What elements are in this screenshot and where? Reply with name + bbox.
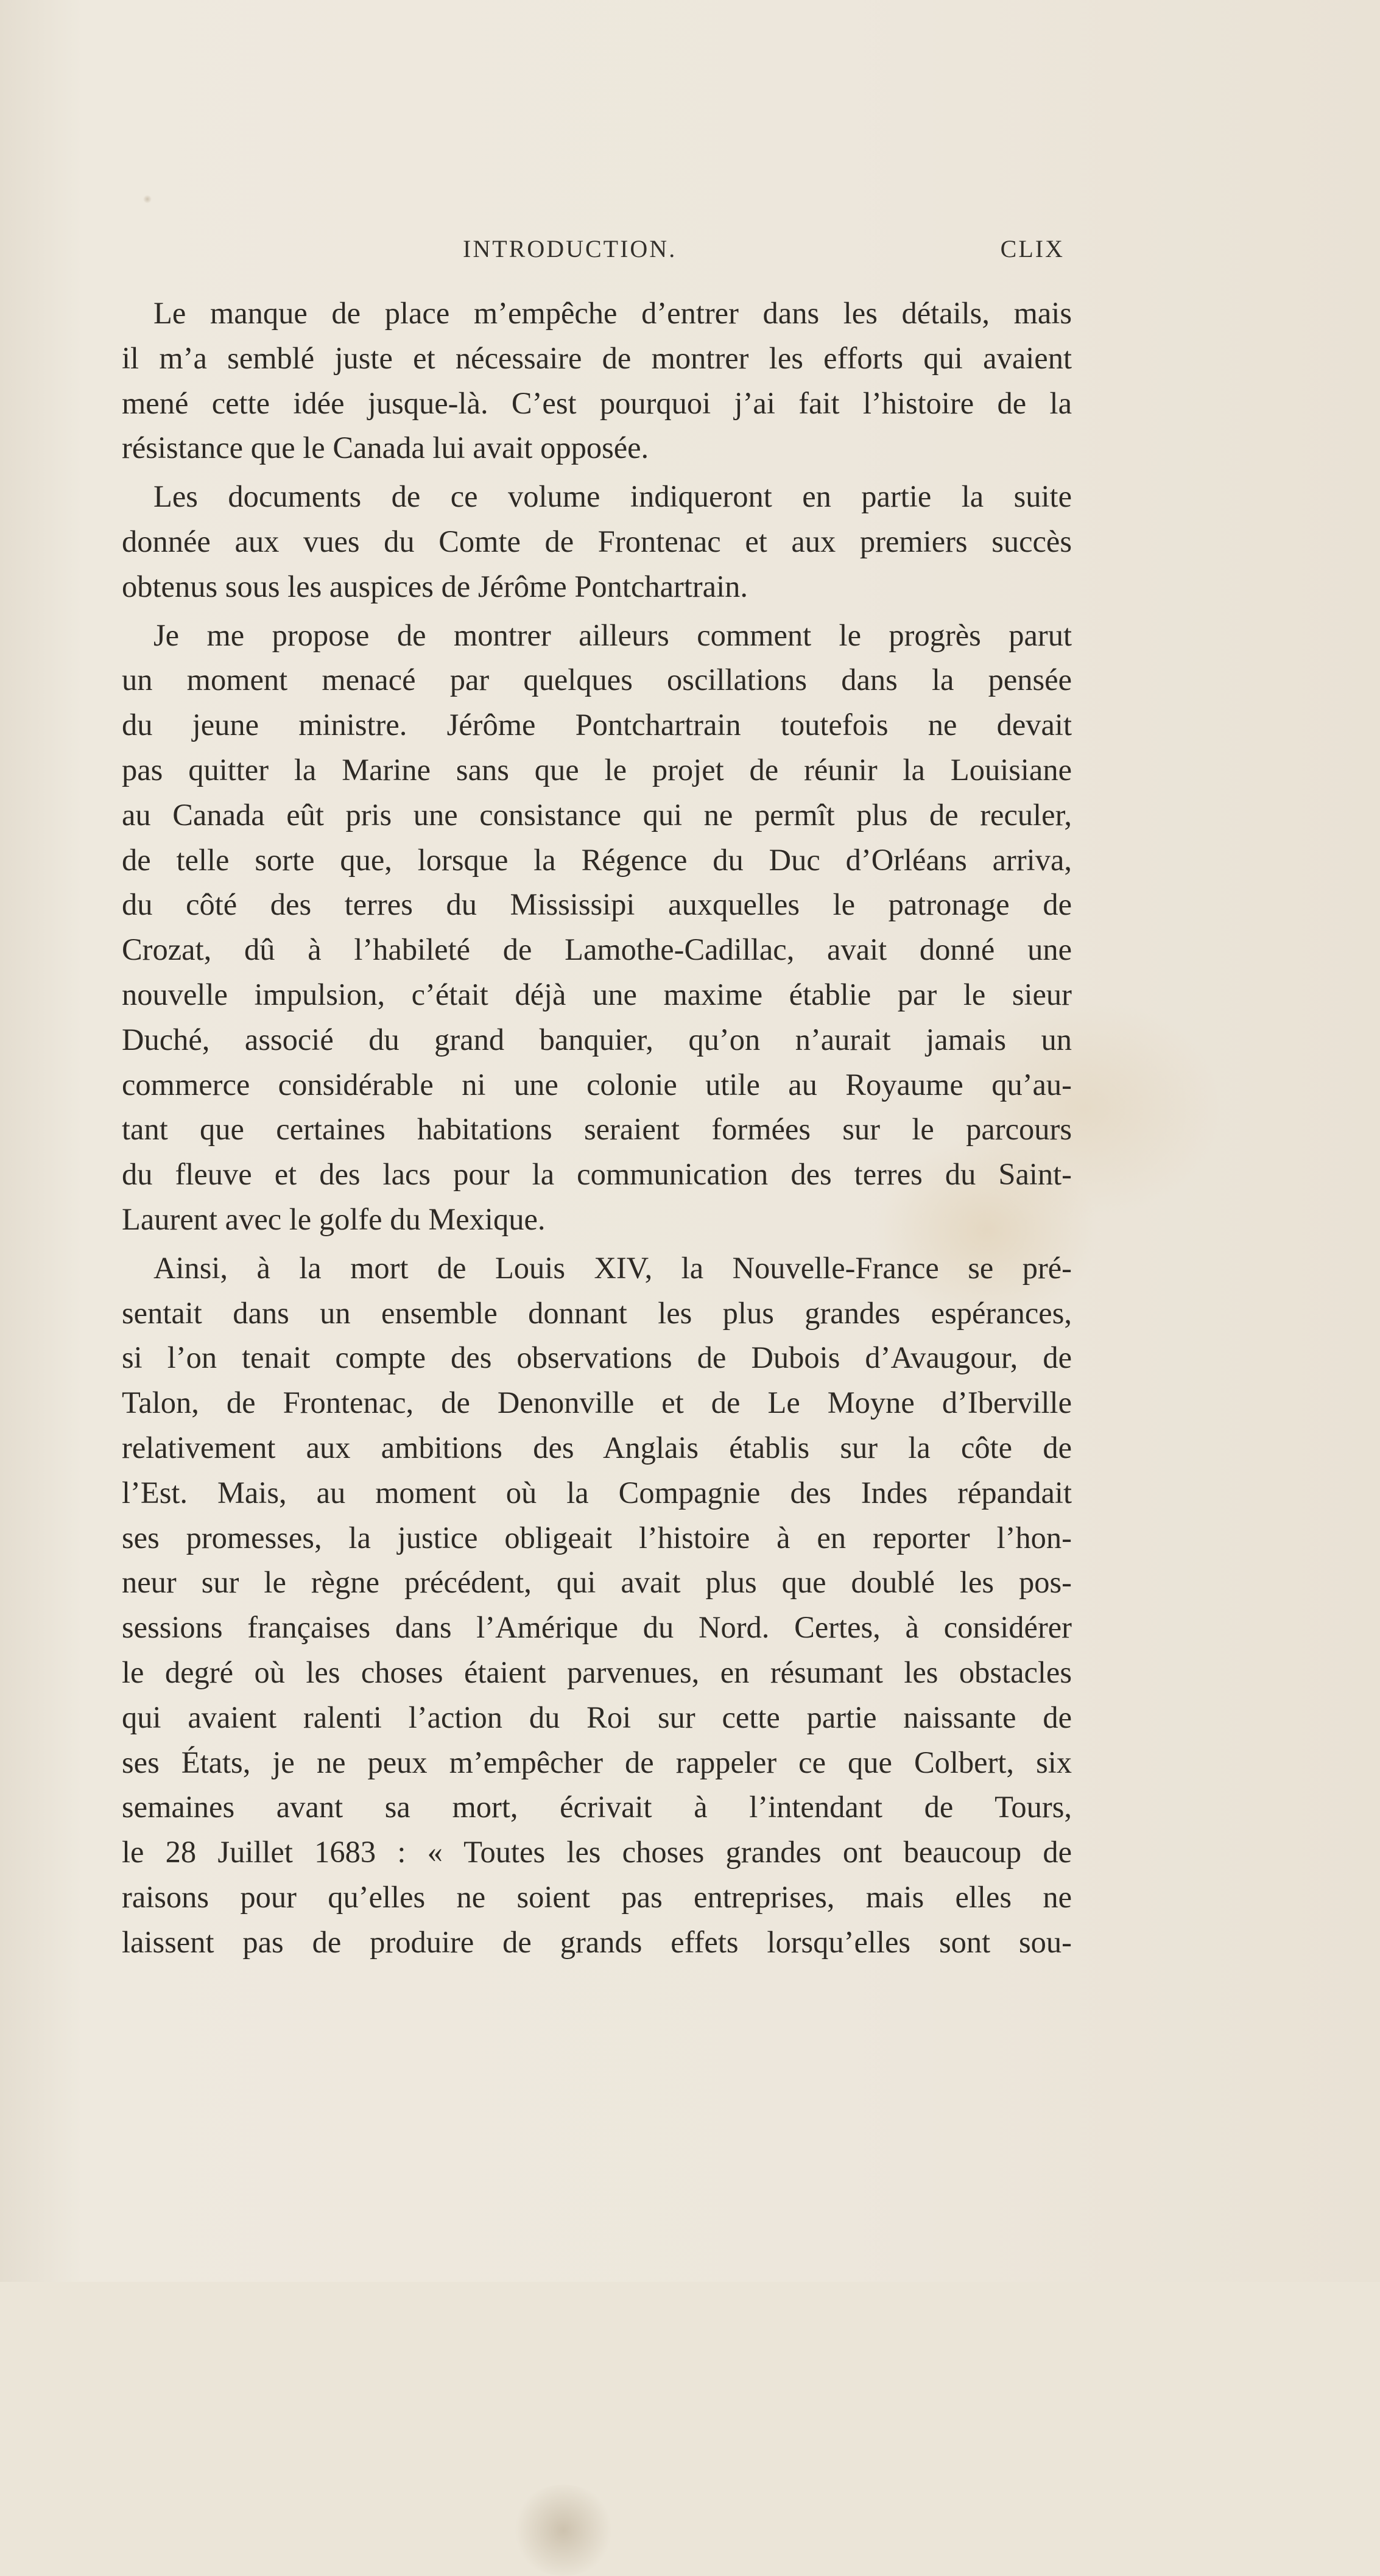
text-line: un moment menacé par quelques oscillations dans la pensée bbox=[122, 663, 1072, 697]
text-line: de telle sorte que, lorsque la Régence du Duc d’Orléans arriva, bbox=[122, 842, 1072, 877]
text-line: il m’a semblé juste et nécessaire de montrer les efforts qui avaient bbox=[122, 340, 1072, 375]
text-line: mené cette idée jusque-là. C’est pourquoi j’ai fait l’histoire de la bbox=[122, 385, 1072, 420]
text-line: sessions françaises dans l’Amérique du Nord. Certes, à considérer bbox=[122, 1610, 1072, 1645]
text-line: Crozat, dû à l’habileté de Lamothe-Cadillac, avait donné une bbox=[122, 932, 1072, 967]
text-line: résistance que le Canada lui avait opposée. bbox=[122, 431, 649, 465]
text-line: qui avaient ralenti l’action du Roi sur cette partie naissante de bbox=[122, 1700, 1072, 1734]
text-line: raisons pour qu’elles ne soient pas entreprises, mais elles ne bbox=[122, 1879, 1072, 1914]
text-line: Le manque de place m’empêche d’entrer dans les détails, mais bbox=[153, 296, 1072, 330]
text-line: ses promesses, la justice obligeait l’histoire à en reporter l’hon- bbox=[122, 1520, 1072, 1555]
text-line: obtenus sous les auspices de Jérôme Pontchartrain. bbox=[122, 569, 748, 604]
paragraph bbox=[122, 1246, 1072, 1965]
text-line: Talon, de Frontenac, de Denonville et de Le Moyne d’Iberville bbox=[122, 1385, 1072, 1420]
text-line: si l’on tenait compte des observations de Dubois d’Avaugour, de bbox=[122, 1340, 1072, 1375]
text-line: ses États, je ne peux m’empêcher de rappeler ce que Colbert, six bbox=[122, 1745, 1072, 1779]
running-head-title: INTRODUCTION. bbox=[463, 235, 677, 262]
text-line: Laurent avec le golfe du Mexique. bbox=[122, 1202, 546, 1236]
text-line: Ainsi, à la mort de Louis XIV, la Nouvelle-France se pré- bbox=[153, 1250, 1072, 1285]
text-line: le degré où les choses étaient parvenues, en résumant les obstacles bbox=[122, 1655, 1072, 1689]
text-line: neur sur le règne précédent, qui avait plus que doublé les pos- bbox=[122, 1565, 1072, 1600]
text-line: pas quitter la Marine sans que le projet de réunir la Louisiane bbox=[122, 752, 1072, 787]
paragraph bbox=[122, 291, 1072, 471]
text-line: du côté des terres du Mississipi auxquelles le patronage de bbox=[122, 887, 1072, 922]
text-line: tant que certaines habitations seraient formées sur le parcours bbox=[122, 1112, 1072, 1147]
text-line: Duché, associé du grand banquier, qu’on n’aurait jamais un bbox=[122, 1022, 1072, 1057]
text-line: commerce considérable ni une colonie utile au Royaume qu’au- bbox=[122, 1067, 1072, 1102]
text-line: au Canada eût pris une consistance qui ne permît plus de reculer, bbox=[122, 797, 1072, 832]
text-line: l’Est. Mais, au moment où la Compagnie des Indes répandait bbox=[122, 1475, 1072, 1510]
running-head bbox=[122, 234, 1072, 271]
page-stain bbox=[512, 2485, 615, 2576]
text-line: Les documents de ce volume indiqueront en partie la suite bbox=[153, 479, 1072, 514]
text-line: relativement aux ambitions des Anglais établis sur la côte de bbox=[122, 1430, 1072, 1465]
text-line: semaines avant sa mort, écrivait à l’intendant de Tours, bbox=[122, 1790, 1072, 1825]
text-line: Je me propose de montrer ailleurs comment le progrès parut bbox=[153, 618, 1072, 652]
text-line: du fleuve et des lacs pour la communication des terres du Saint- bbox=[122, 1157, 1072, 1192]
paragraph bbox=[122, 613, 1072, 1242]
text-line: laissent pas de produire de grands effets lorsqu’elles sont sou- bbox=[122, 1924, 1072, 1959]
text-line: du jeune ministre. Jérôme Pontchartrain toutefois ne devait bbox=[122, 708, 1072, 742]
text-line: le 28 Juillet 1683 : « Toutes les choses grandes ont beaucoup de bbox=[122, 1835, 1072, 1870]
text-line: nouvelle impulsion, c’était déjà une maxime établie par le sieur bbox=[122, 977, 1072, 1012]
text-line: sentait dans un ensemble donnant les plus grandes espérances, bbox=[122, 1295, 1072, 1330]
page-stain bbox=[143, 195, 152, 203]
text-line: donnée aux vues du Comte de Frontenac et aux premiers succès bbox=[122, 524, 1072, 558]
page-number: CLIX bbox=[1000, 235, 1065, 262]
body-text bbox=[122, 291, 1072, 1965]
paragraph bbox=[122, 474, 1072, 609]
